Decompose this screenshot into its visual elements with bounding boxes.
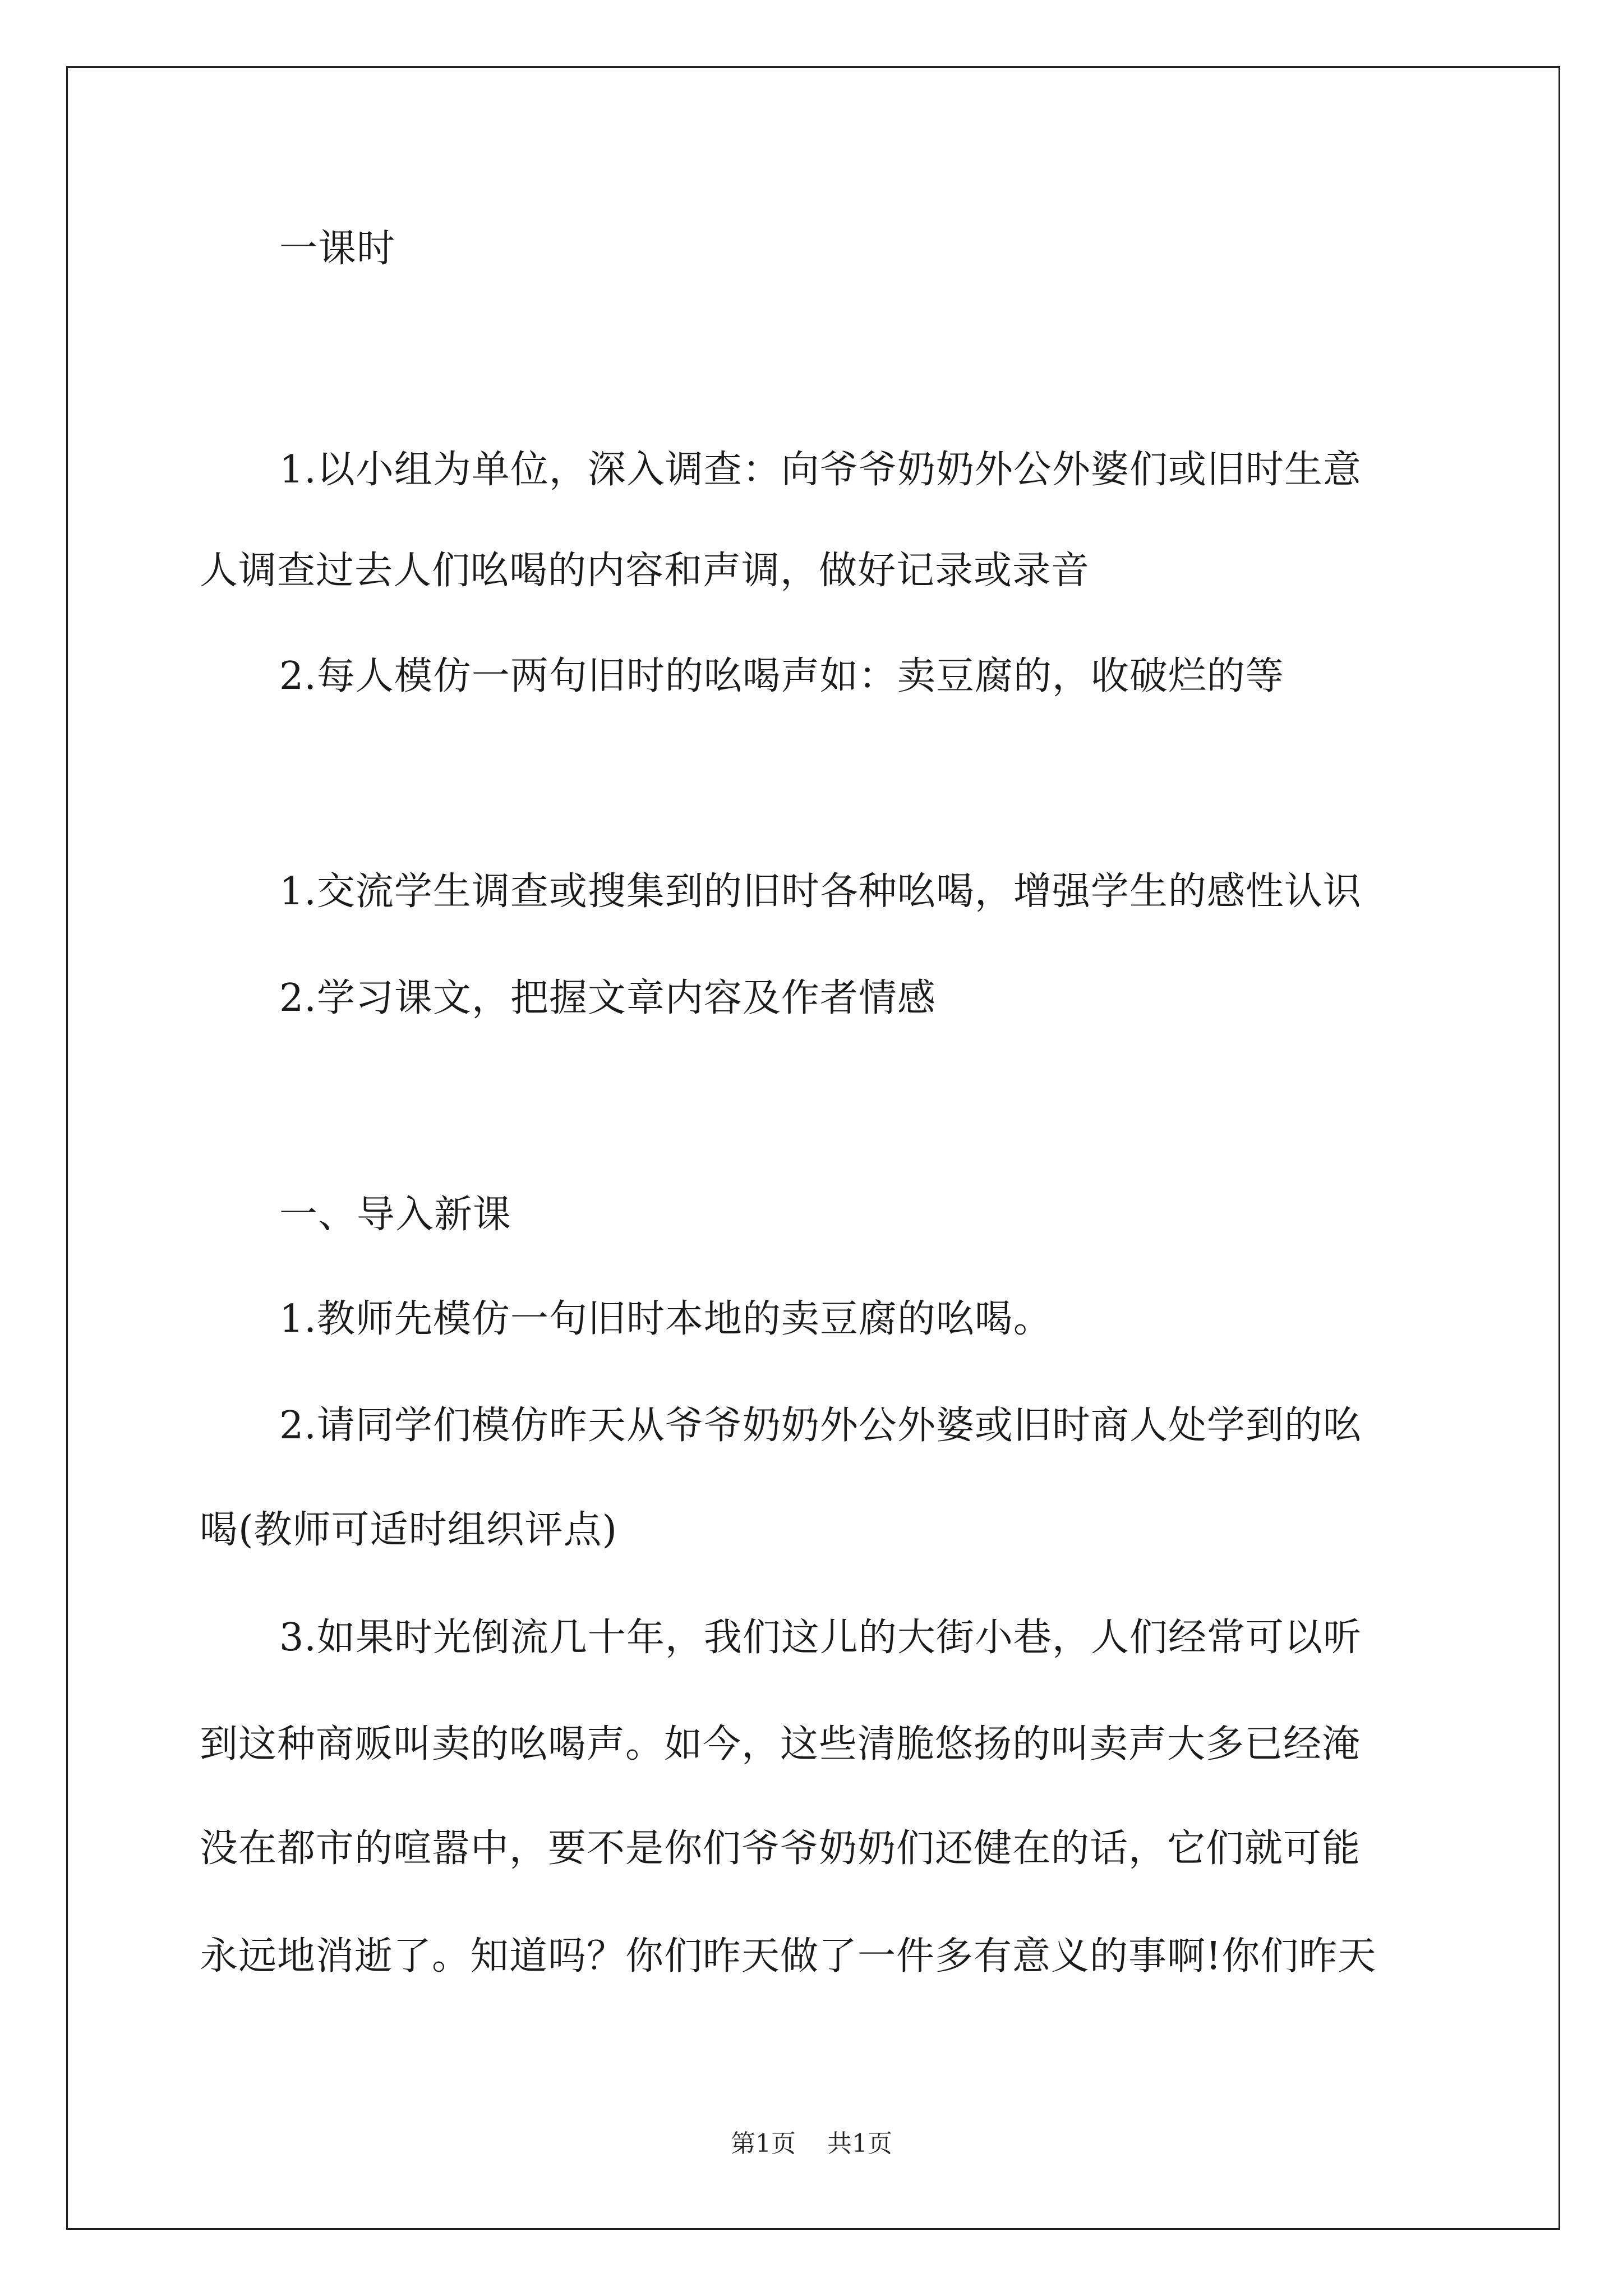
intro-item-3-line-4: 永远地消逝了。知道吗？你们昨天做了一件多有意义的事啊!你们昨天 [200, 1934, 1377, 1978]
intro-item-3-line-2: 到这种商贩叫卖的吆喝声。如今，这些清脆悠扬的叫卖声大多已经淹 [200, 1722, 1361, 1766]
page-number-current: 第1页 [731, 2129, 796, 2158]
prep-item-2: 2.每人模仿一两句旧时的吆喝声如：卖豆腐的，收破烂的等 [279, 654, 1284, 698]
intro-item-2-line-2: 喝(教师可适时组织评点) [200, 1508, 618, 1552]
goal-item-2: 2.学习课文，把握文章内容及作者情感 [279, 976, 936, 1020]
prep-item-1-line-1: 1.以小组为单位，深入调查：向爷爷奶奶外公外婆们或旧时生意 [279, 448, 1362, 492]
prep-item-1-line-2: 人调查过去人们吆喝的内容和声调，做好记录或录音 [200, 549, 1090, 593]
intro-item-3-line-1: 3.如果时光倒流几十年，我们这儿的大街小巷，人们经常可以听 [279, 1616, 1362, 1660]
intro-item-1: 1.教师先模仿一句旧时本地的卖豆腐的吆喝。 [279, 1297, 1052, 1341]
page-border [66, 66, 1560, 2230]
intro-item-2-line-1: 2.请同学们模仿昨天从爷爷奶奶外公外婆或旧时商人处学到的吆 [279, 1404, 1362, 1448]
page-number-total: 共1页 [827, 2129, 892, 2158]
lesson-period-heading: 一课时 [279, 227, 396, 271]
intro-item-3-line-3: 没在都市的喧嚣中，要不是你们爷爷奶奶们还健在的话，它们就可能 [200, 1826, 1361, 1871]
goal-item-1: 1.交流学生调查或搜集到的旧时各种吆喝，增强学生的感性认识 [279, 869, 1362, 914]
section-heading-intro: 一、导入新课 [279, 1193, 512, 1237]
page-footer [0, 2128, 1623, 2160]
